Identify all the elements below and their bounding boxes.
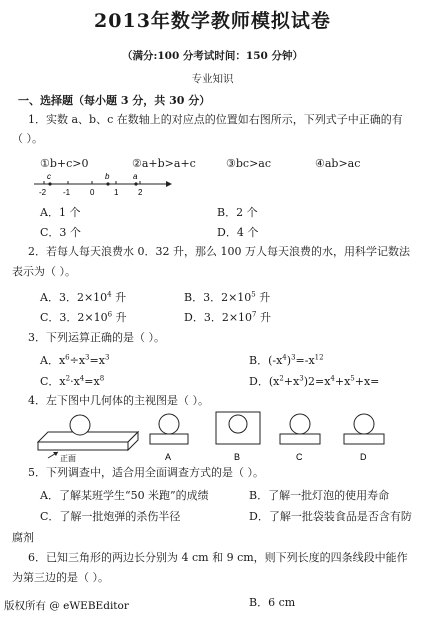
q1-choice-4: ④ab>ac bbox=[315, 157, 361, 170]
q2-option-a: A．3．$2\times 10^4$ 升 bbox=[40, 290, 127, 304]
q4-stem: 4．左下图中几何体的主视图是（ ）。 bbox=[28, 394, 209, 407]
q1-option-a: A．1 个 bbox=[40, 206, 81, 219]
label-c: c bbox=[47, 172, 51, 181]
q3-stem: 3．下列运算正确的是（ ）。 bbox=[28, 331, 165, 344]
q5-option-b: B．了解一批灯泡的使用寿命 bbox=[249, 489, 390, 502]
q1-option-b: B．2 个 bbox=[217, 206, 258, 219]
q6-stem-line2: 为第三边的是（ ）。 bbox=[12, 571, 109, 584]
q1-choice-2: ②a+b>a+c bbox=[132, 157, 196, 170]
q2-option-b: B．3．$2\times 10^5$ 升 bbox=[184, 290, 271, 304]
q6-stem-line1: 6．已知三角形的两边长分别为 4 cm 和 9 cm，则下列长度的四条线段中能作 bbox=[28, 551, 408, 564]
part1-heading: 一、选择题（每小题 3 分，共 30 分） bbox=[18, 94, 211, 107]
label-b: B bbox=[234, 452, 241, 462]
q1-choice-3: ③bc>ac bbox=[226, 157, 271, 170]
q1-choice-1: ①b+c>0 bbox=[40, 157, 89, 170]
q5-stem: 5．下列调查中，适合用全面调查方式的是（ ）。 bbox=[28, 466, 264, 479]
copyright-watermark: 版权所有 @ eWEBEditor bbox=[4, 600, 129, 612]
section-label: 专业知识 bbox=[191, 73, 234, 85]
q1-stem-line2: （ ）。 bbox=[12, 132, 43, 145]
label-c: C bbox=[296, 452, 303, 462]
q1-option-c: C．3 个 bbox=[40, 226, 81, 239]
point-b bbox=[106, 182, 109, 185]
figure-b bbox=[216, 412, 260, 462]
solid-figure bbox=[38, 415, 138, 463]
exam-meta: （满分:100 分考试时间：150 分钟） bbox=[121, 50, 304, 62]
q5-option-d: D．了解一批袋装食品是否含有防 bbox=[249, 510, 412, 523]
q3-option-d: D．$(x^2+x^3)2=x^4+x^5+x=$ bbox=[249, 374, 380, 388]
tick-label: 1 bbox=[114, 188, 119, 197]
q1-stem-line1: 1．实数 a、b、c 在数轴上的对应点的位置如右图所示，下列式子中正确的有 bbox=[28, 113, 403, 126]
label-a: A bbox=[165, 452, 172, 462]
q5-option-d-continued: 腐剂 bbox=[12, 531, 34, 544]
q2-stem-line1: 2．若每人每天浪费水 0．32 升，那么 100 万人每天浪费的水，用科学记数法 bbox=[28, 245, 410, 258]
q6-option-b: B．6 cm bbox=[249, 596, 296, 609]
tick-label: 2 bbox=[138, 188, 143, 197]
q4-figures bbox=[34, 410, 404, 466]
label-a: a bbox=[133, 172, 138, 181]
q1-option-d: D．4 个 bbox=[217, 226, 259, 239]
label-b: b bbox=[105, 172, 110, 181]
q3-option-a: A．$x^6\div x^3=x^3$ bbox=[40, 353, 110, 367]
page-title: 2013年数学教师模拟试卷 bbox=[94, 10, 331, 32]
tick-label: -2 bbox=[39, 188, 47, 197]
figure-d bbox=[344, 414, 384, 462]
q5-option-a: A．了解某班学生“50 米跑”的成绩 bbox=[40, 489, 209, 502]
figure-a bbox=[150, 414, 188, 462]
point-c bbox=[48, 182, 51, 185]
q2-option-d: D．3．$2\times 10^7$ 升 bbox=[184, 310, 271, 324]
q1-number-line bbox=[30, 172, 180, 198]
figure-c bbox=[280, 414, 320, 462]
tick-label: 0 bbox=[90, 188, 95, 197]
q2-option-c: C．3．$2\times 10^6$ 升 bbox=[40, 310, 127, 324]
q3-option-c: C．$x^2\cdot x^4=x^8$ bbox=[40, 374, 105, 388]
q2-stem-line2: 表示为（ ）。 bbox=[12, 265, 76, 278]
label-d: D bbox=[360, 452, 367, 462]
front-label: 正面 bbox=[60, 454, 76, 463]
tick-label: -1 bbox=[63, 188, 71, 197]
q3-option-b: B．$(-x^4)^3=-x^{12}$ bbox=[249, 353, 324, 367]
point-a bbox=[134, 182, 137, 185]
q5-option-c: C．了解一批炮弹的杀伤半径 bbox=[40, 510, 181, 523]
